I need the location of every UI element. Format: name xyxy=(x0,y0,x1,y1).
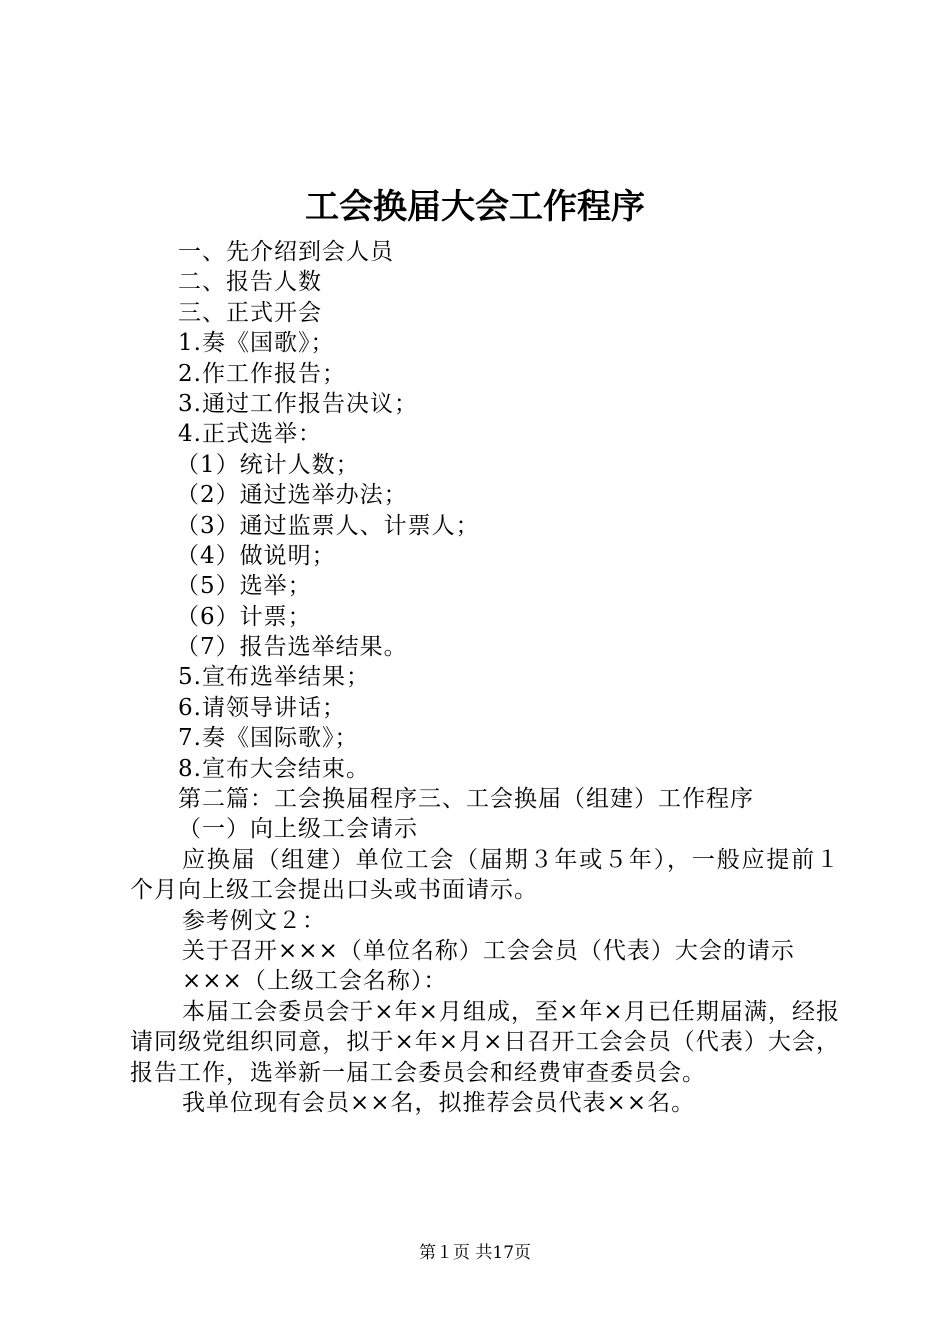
body-line: （6）计票； xyxy=(176,603,312,630)
body-paragraph: 应换届（组建）单位工会（届期３年或５年），一般应提前１个月向上级工会提出口头或书面请示。 xyxy=(130,846,840,904)
body-paragraph: 参考例文２： xyxy=(182,907,326,934)
body-line: 7.奏《国际歌》； xyxy=(178,725,359,752)
body-paragraph: 关于召开×××（单位名称）工会会员（代表）大会的请示 xyxy=(182,938,795,965)
body-line: （5）选举； xyxy=(176,573,312,600)
body-line: （3）通过监票人、计票人； xyxy=(176,512,480,539)
body-line: 一、先介绍到会人员 xyxy=(178,239,394,265)
body-line: 二、报告人数 xyxy=(178,269,322,296)
body-paragraph: ×××（上级工会名称）： xyxy=(182,968,448,995)
page-footer: 第１页 共17页 xyxy=(418,1243,532,1263)
body-line: 8.宣布大会结束。 xyxy=(178,755,370,782)
document-title: 工会换届大会工作程序 xyxy=(305,187,645,227)
body-line: 4.正式选举： xyxy=(178,421,322,448)
document-body xyxy=(130,237,840,1118)
body-line: （2）通过选举办法； xyxy=(176,482,408,509)
body-line: 6.请领导讲话； xyxy=(178,694,346,721)
body-line: 5.宣布选举结果； xyxy=(178,664,370,691)
body-line: （4）做说明； xyxy=(176,542,336,569)
body-line: 3.通过工作报告决议； xyxy=(178,390,418,417)
body-line: （1）统计人数； xyxy=(176,451,360,478)
body-line: 第二篇：工会换届程序三、工会换届（组建）工作程序 xyxy=(178,786,754,813)
body-line: （7）报告选举结果。 xyxy=(176,634,408,661)
body-line: 1.奏《国歌》； xyxy=(178,330,335,357)
body-line: 三、正式开会 xyxy=(178,299,322,326)
body-line: 2.作工作报告； xyxy=(178,360,346,387)
body-paragraph: 我单位现有会员××名，拟推荐会员代表××名。 xyxy=(182,1090,696,1117)
body-line: （一）向上级工会请示 xyxy=(178,816,418,843)
body-paragraph: 本届工会委员会于×年×月组成，至×年×月已任期届满，经报请同级党组织同意，拟于×年×月×日召开工会会员（代表）大会，报告工作，选举新一届工会委员会和经费审查委员会。 xyxy=(130,998,840,1086)
